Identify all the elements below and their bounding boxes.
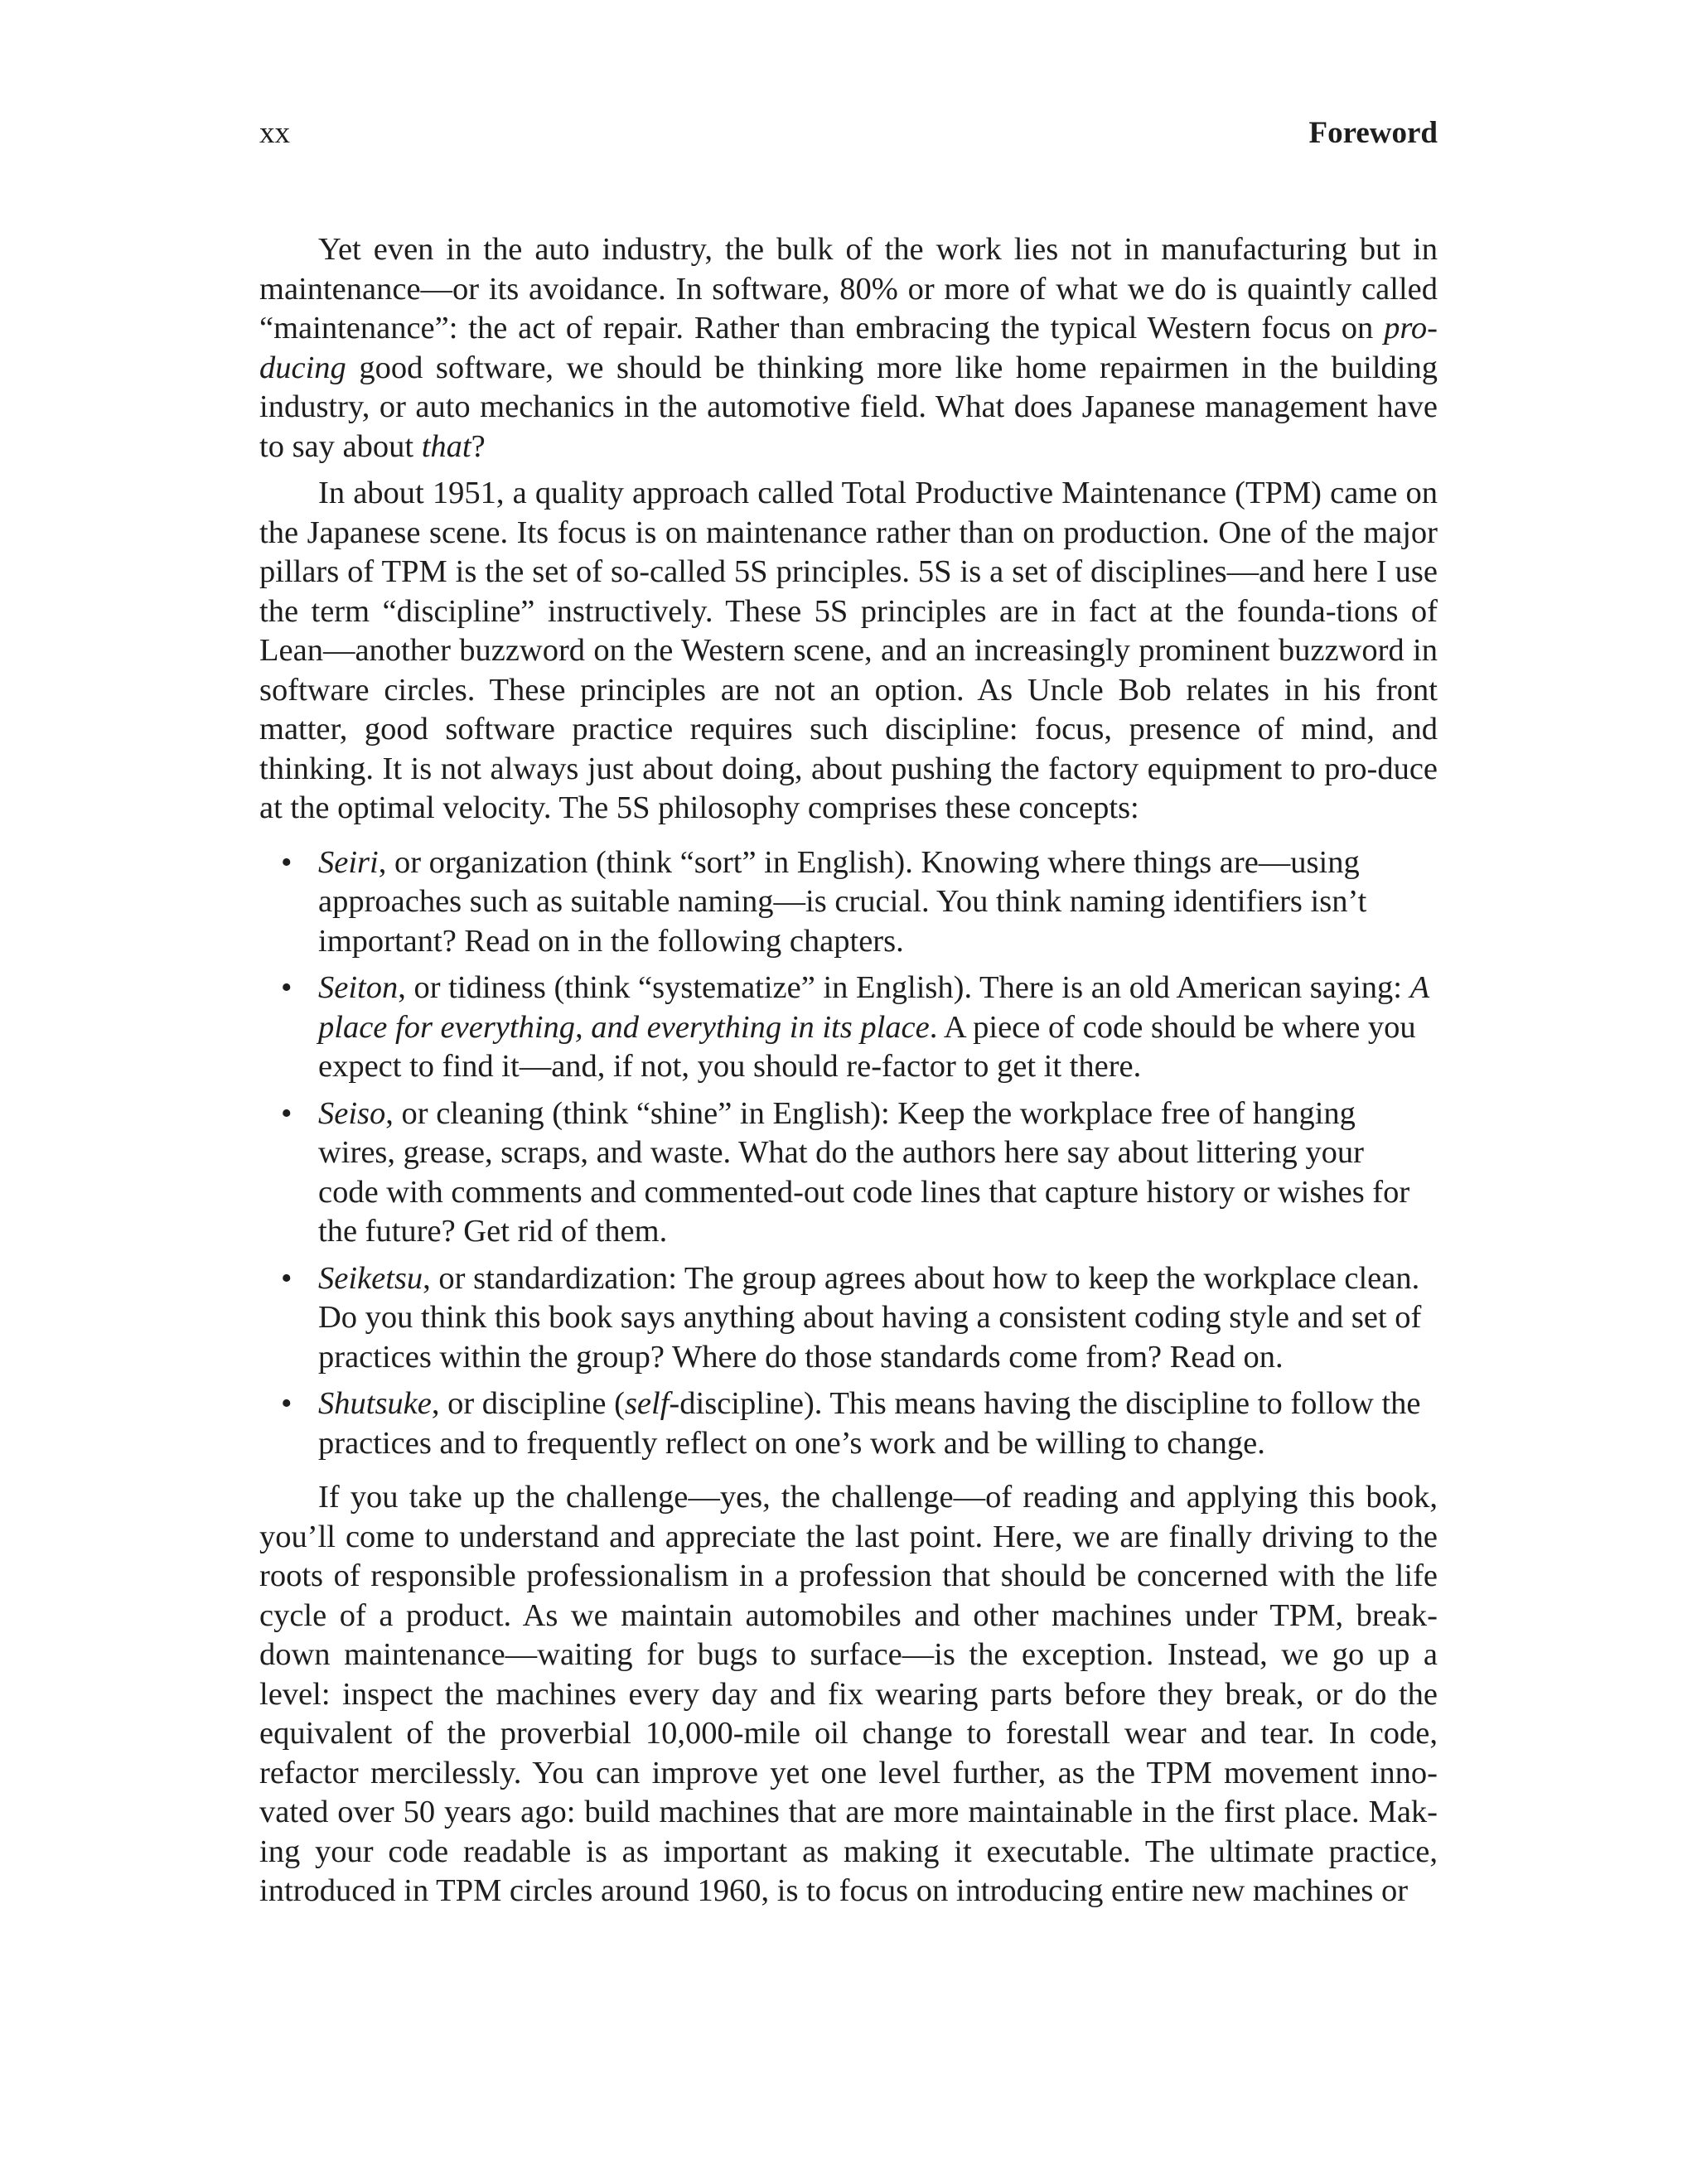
term-seiketsu: Seiketsu	[318, 1260, 423, 1296]
seiri-text: , or organization (think “sort” in English). Knowing where things are—using approaches such as suitable naming—is crucial. You think naming identifiers isn’t important? Read on in the following chapters.	[318, 844, 1367, 959]
list-item-shutsuke	[259, 1384, 1438, 1463]
seiton-text-2: . A piece of code should be where you expect to find it—and, if not, you should re-factor to get it there.	[318, 1009, 1416, 1084]
paragraph-1-text-3: ?	[471, 428, 486, 464]
term-shutsuke: Shutsuke	[318, 1386, 432, 1421]
paragraph-1-emphasis-1: pro-ducing	[259, 311, 1438, 385]
seiton-text-1: , or tidiness (think “systematize” in English). There is an old American saying:	[398, 970, 1410, 1005]
running-header	[259, 113, 1438, 154]
term-seiton: Seiton	[318, 970, 399, 1005]
term-seiso: Seiso	[318, 1095, 386, 1131]
bullet-icon: •	[281, 1260, 293, 1296]
paragraph-1-text-2: good software, we should be thinking more like home repairmen in the building industry, or auto mechanics in the automotive field. What does Japanese management have to say about	[259, 350, 1438, 464]
list-item-seiso	[259, 1094, 1438, 1252]
seiketsu-text: , or standardization: The group agrees about how to keep the workplace clean. Do you think this book says anything about having a consistent coding style and set of practices within the group? Where do those standards come from? Read on.	[318, 1260, 1422, 1375]
paragraph-1-emphasis-2: that	[421, 428, 471, 464]
list-item-seiton	[259, 969, 1438, 1087]
list-item-seiri	[259, 843, 1438, 962]
shutsuke-self: self	[624, 1386, 670, 1421]
bullet-icon: •	[281, 970, 293, 1005]
paragraph-2: In about 1951, a quality approach called Total Productive Maintenance (TPM) came on the Japanese scene. Its focus is on maintenance rather than on production. One of the major pillars of TPM is the set of so-called 5S principles. 5S is a set of disciplines—and here I use the term “discipline” instructively. These 5S principles are in fact at the founda-tions of Lean—another buzzword on the Western scene, and an increasingly prominent buzzword in software circles. These principles are not an option. As Uncle Bob relates in his front matter, good software practice requires such discipline: focus, presence of mind, and thinking. It is not always just about doing, about pushing the factory equipment to pro-duce at the optimal velocity. The 5S philosophy comprises these concepts:	[259, 476, 1438, 825]
paragraph-3: If you take up the challenge—yes, the challenge—of reading and applying this book, you’ll come to understand and appreciate the last point. Here, we are finally driving to the roots of responsible professionalism in a profession that should be concerned with the life cycle of a product. As we maintain automobiles and other machines under TPM, break-down maintenance—waiting for bugs to surface—is the exception. Instead, we go up a level: inspect the machines every day and fix wearing parts before they break, or do the equivalent of the proverbial 10,000-mile oil change to forestall wear and tear. In code, refactor mercilessly. You can improve yet one level further, as the TPM movement inno-vated over 50 years ago: build machines that are more maintainable in the first place. Mak-ing your code readable is as important as making it executable. The ultimate practice, introduced in TPM circles around 1960, is to focus on introducing entire new machines or	[259, 1480, 1438, 1908]
bullet-icon: •	[281, 844, 293, 880]
bullet-icon: •	[281, 1095, 293, 1131]
shutsuke-text-2: -discipline). This means having the discipline to follow the practices and to frequently reflect on one’s work and be willing to change.	[318, 1386, 1421, 1461]
list-item-seiketsu	[259, 1259, 1438, 1378]
seiso-text: , or cleaning (think “shine” in English): Keep the workplace free of hanging wires, grease, scraps, and waste. What do the authors here say about littering your code with comments and commented-out code lines that capture history or wishes for the future? Get rid of them.	[318, 1095, 1410, 1249]
seiton-saying: A place for everything, and everything in its place	[318, 970, 1429, 1045]
bullet-icon: •	[281, 1386, 293, 1421]
term-seiri: Seiri	[318, 844, 379, 880]
5s-list	[259, 843, 1438, 1464]
page-number: xx	[259, 116, 290, 150]
body-text	[259, 230, 1438, 1911]
paragraph-1	[259, 230, 1438, 466]
paragraph-1-text-1: Yet even in the auto industry, the bulk of the work lies not in manufacturing but in maintenance—or its avoidance. In software, 80% or more of what we do is quaintly called “maintenance”: the act of repair. Rather than embracing the typical Western focus on	[259, 232, 1438, 345]
running-title: Foreword	[1308, 116, 1438, 150]
shutsuke-text-1: , or discipline (	[431, 1386, 625, 1421]
